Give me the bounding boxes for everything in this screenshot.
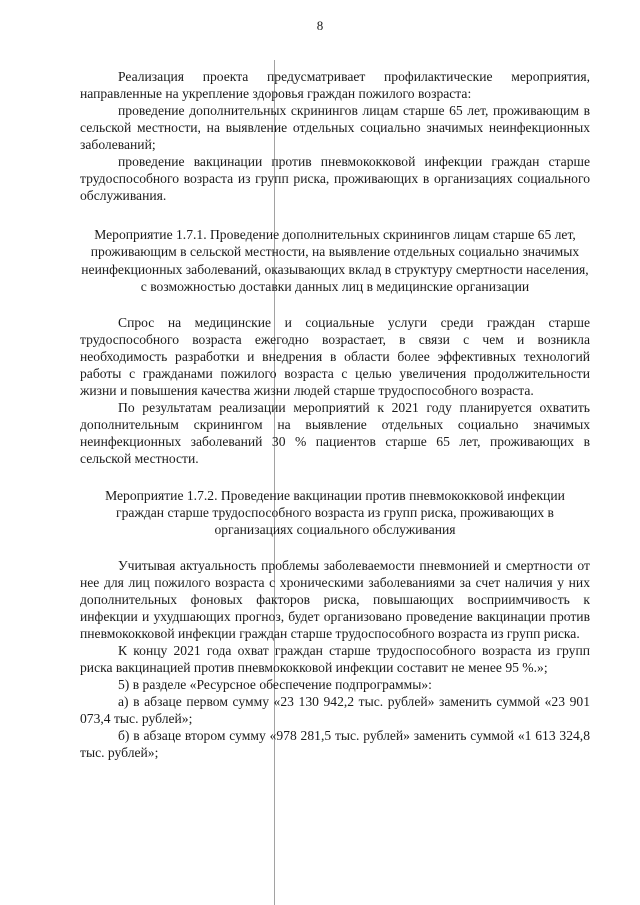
paragraph-item-b: б) в абзаце втором сумму «978 281,5 тыс. рублей» заменить суммой «1 613 324,8 тыс. рублей»;	[80, 727, 590, 760]
document-body	[80, 68, 590, 761]
paragraph-section-5: 5) в разделе «Ресурсное обеспечение подпрограммы»:	[118, 676, 432, 692]
paragraph-item-screening: проведение дополнительных скринингов лицам старше 65 лет, проживающим в сельской местности, на выявление отдельных социально значимых неинфекционных заболеваний;	[80, 103, 590, 152]
paragraph-item-vaccination: проведение вакцинации против пневмококковой инфекции граждан старше трудоспособного возраста из групп риска, проживающих в организациях социального обслуживания.	[80, 154, 590, 203]
paragraph-pneumonia: Учитывая актуальность проблемы заболеваемости пневмонией и смертности от нее для лиц пожилого возраста с хроническими заболеваниями за счет наличия у них дополнительных фоновых факторов риска, повышающих восприимчивость к инфекции и ухудшающих прогноз, будет организовано проведение вакцинации против пневмококковой инфекции граждан старше трудоспособного возраста из групп риска.	[80, 557, 590, 641]
page-number: 8	[316, 18, 324, 33]
paragraph-coverage: К концу 2021 года охват граждан старше трудоспособного возраста из групп риска вакцинацией против пневмококковой инфекции составит не менее 95 %.»;	[80, 642, 590, 675]
paragraph-intro: Реализация проекта предусматривает профилактические мероприятия, направленные на укрепление здоровья граждан пожилого возраста:	[80, 69, 590, 101]
heading-measure-1-7-1: Мероприятие 1.7.1. Проведение дополнительных скринингов лицам старше 65 лет, проживающим в сельской местности, на выявление отдельных социально значимых неинфекционных заболеваний, оказывающих вклад в структуру смертности населения, с возможностью доставки данных лиц в медицинские организации	[81, 227, 589, 295]
heading-measure-1-7-2: Мероприятие 1.7.2. Проведение вакцинации против пневмококковой инфекции граждан старше трудоспособного возраста из групп риска, проживающих в организациях социального обслуживания	[105, 487, 565, 538]
paragraph-results-2021: По результатам реализации мероприятий к 2021 году планируется охватить дополнительным скринингом на выявление отдельных социально значимых неинфекционных заболеваний 30 % пациентов старше 65 лет, проживающих в сельской местности.	[80, 399, 590, 466]
paragraph-item-a: а) в абзаце первом сумму «23 130 942,2 тыс. рублей» заменить суммой «23 901 073,4 тыс. рублей»;	[80, 693, 590, 726]
paragraph-demand: Спрос на медицинские и социальные услуги среди граждан старше трудоспособного возраста ежегодно возрастает, в связи с чем и возникла необходимость разработки и внедрения в области более эффективных технологий работы с гражданами пожилого возраста с целью увеличения продолжительности жизни и повышения качества жизни людей старше трудоспособного возраста.	[80, 314, 590, 398]
